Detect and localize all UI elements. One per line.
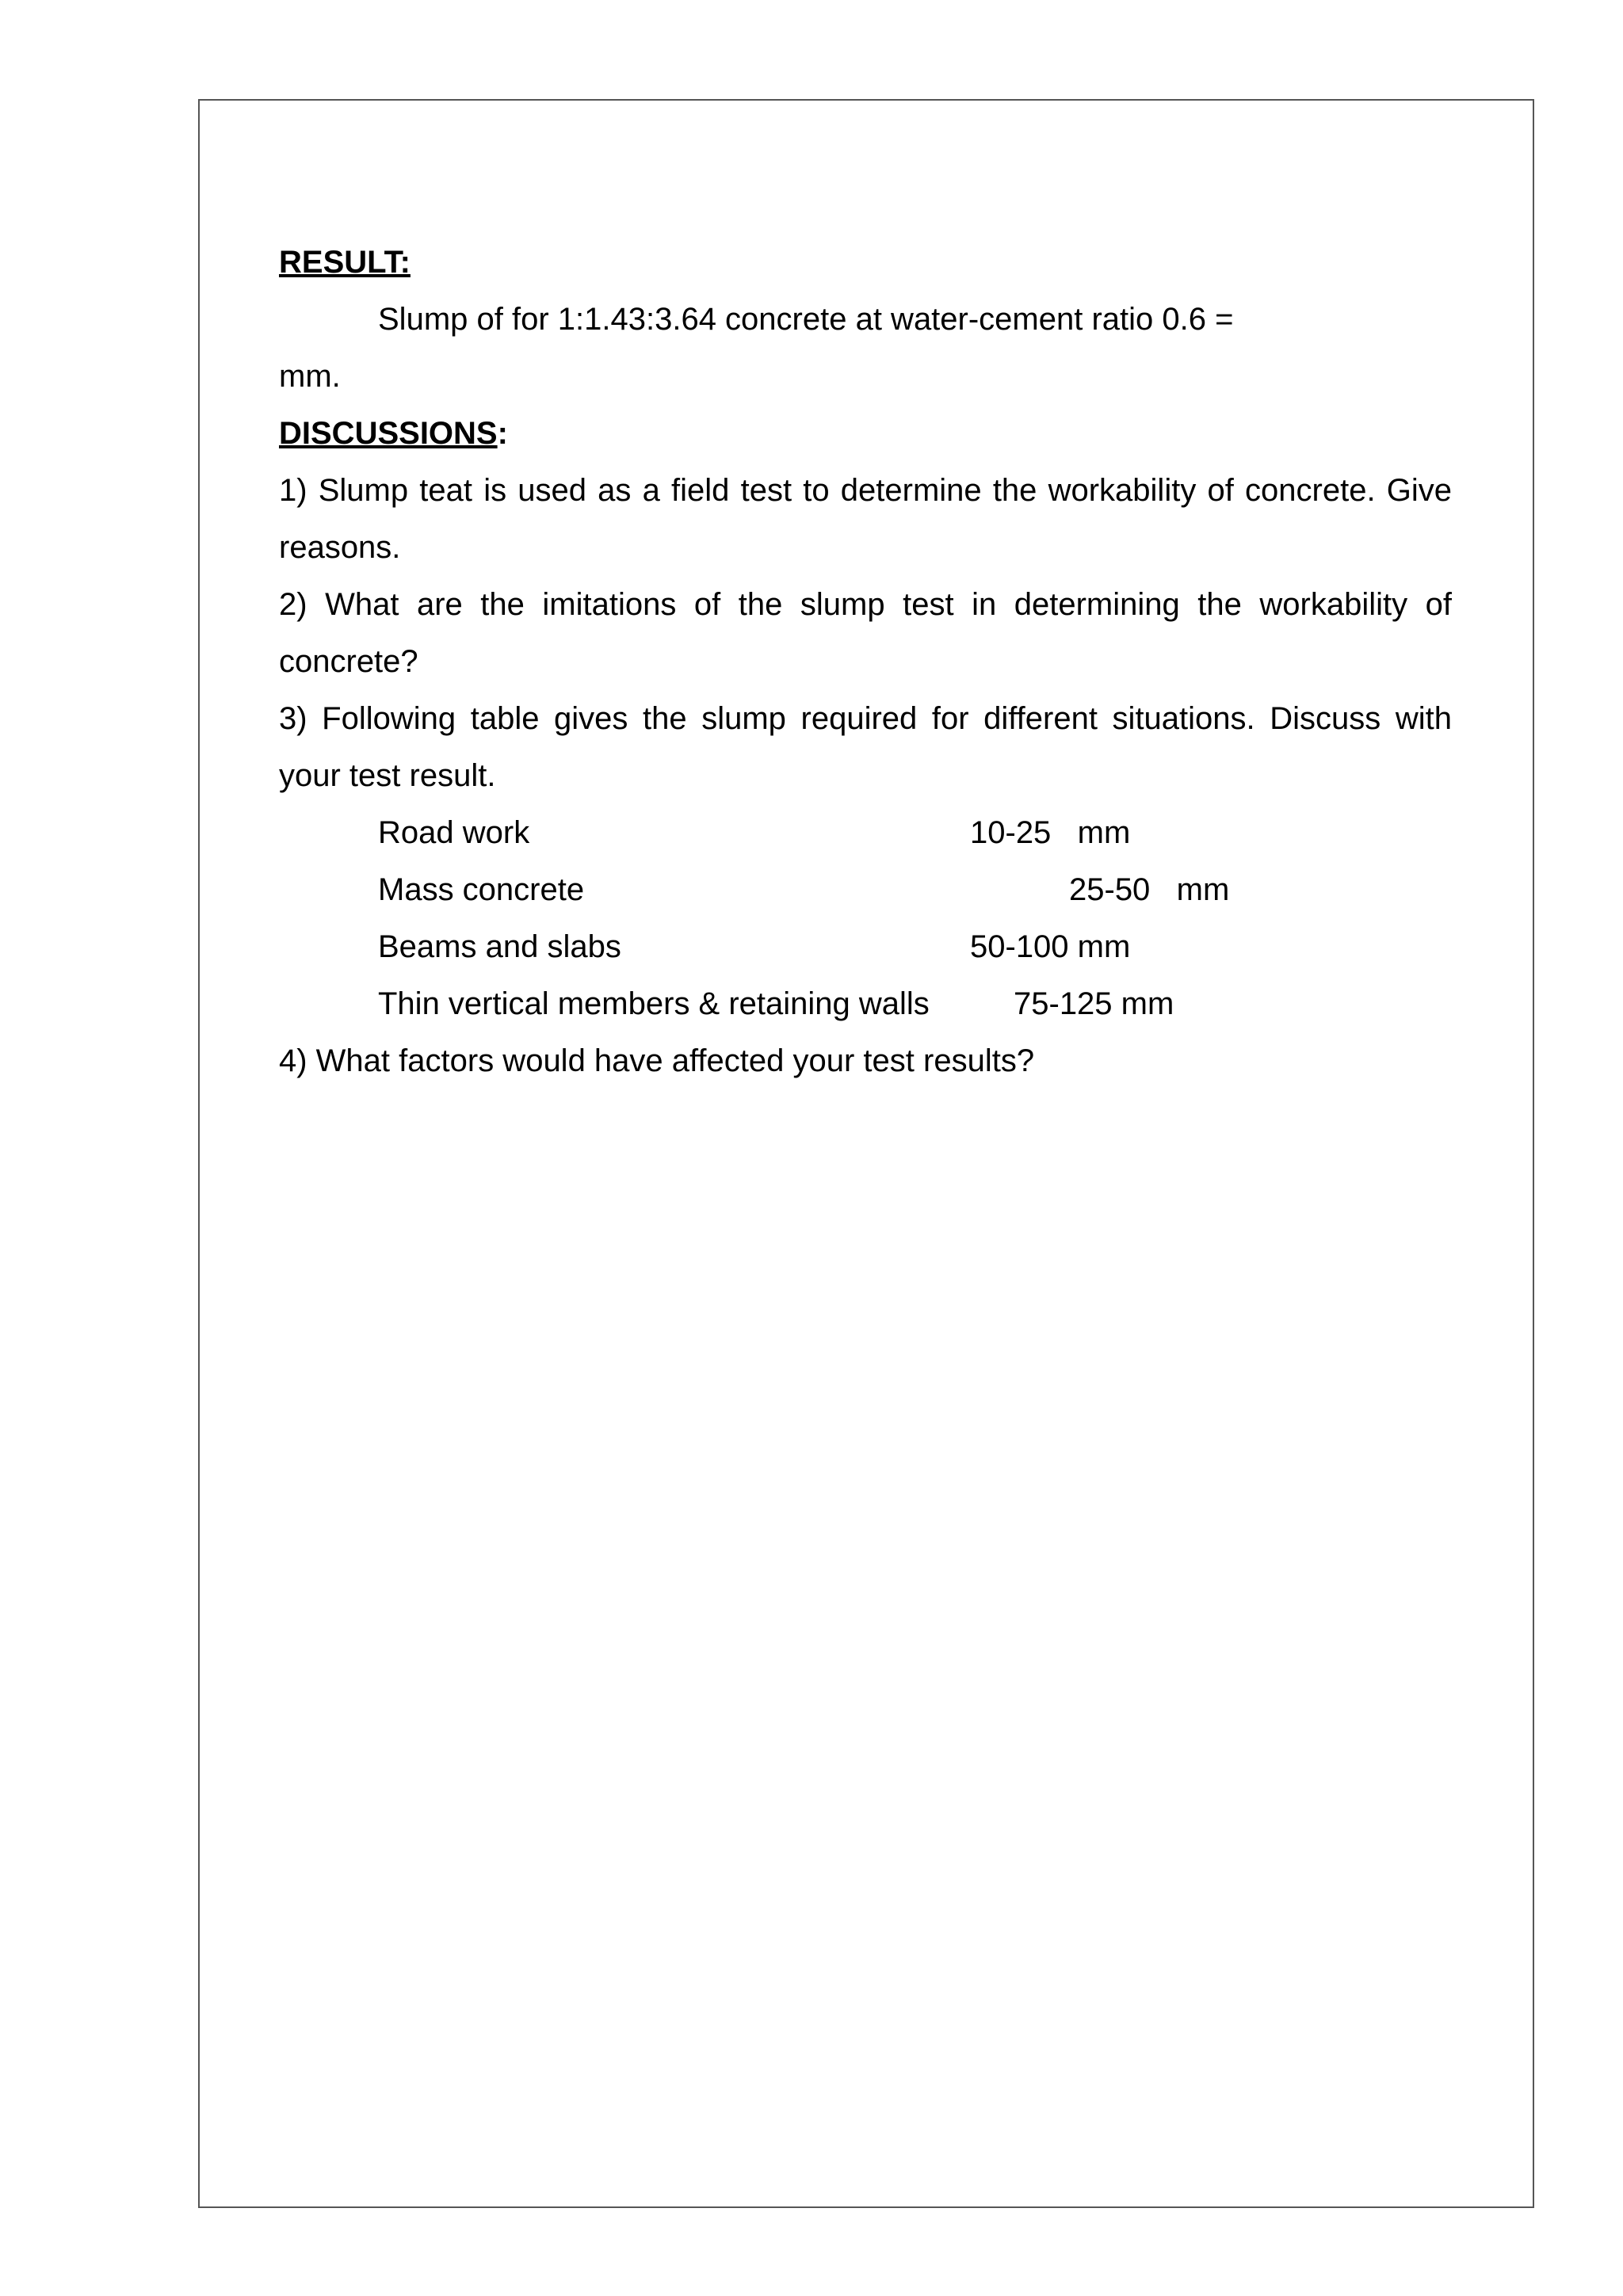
question-3: 3) Following table gives the slump required for different situations. Discuss with your test result. bbox=[279, 701, 1452, 793]
discussions-heading: DISCUSSIONS bbox=[279, 416, 498, 451]
result-statement: Slump of for 1:1.43:3.64 concrete at water-cement ratio 0.6 = bbox=[378, 302, 1234, 337]
result-heading: RESULT: bbox=[279, 245, 411, 280]
slump-table-row bbox=[279, 861, 1452, 918]
discussions-heading-line bbox=[279, 405, 1452, 462]
slump-situation: Mass concrete bbox=[378, 872, 585, 907]
slump-table-row bbox=[279, 918, 1452, 975]
slump-table-row bbox=[279, 975, 1452, 1032]
result-unit: mm. bbox=[279, 359, 341, 394]
document-body bbox=[279, 234, 1452, 1089]
slump-range: 25-50 mm bbox=[1069, 872, 1230, 907]
discussions-heading-colon: : bbox=[497, 416, 508, 451]
slump-table-row bbox=[279, 804, 1452, 861]
result-heading-line bbox=[279, 234, 1452, 291]
slump-range: 50-100 mm bbox=[970, 929, 1131, 964]
slump-situation: Beams and slabs bbox=[378, 929, 621, 964]
question-2: 2) What are the imitations of the slump test in determining the workability of concrete? bbox=[279, 587, 1452, 679]
question-4: 4) What factors would have affected your test results? bbox=[279, 1043, 1035, 1078]
question-1: 1) Slump teat is used as a field test to determine the workability of concrete. Give reasons. bbox=[279, 473, 1452, 565]
slump-range: 10-25 mm bbox=[970, 815, 1131, 850]
slump-situation: Road work bbox=[378, 815, 530, 850]
slump-situation: Thin vertical members & retaining walls bbox=[378, 986, 930, 1021]
slump-range: 75-125 mm bbox=[1014, 986, 1174, 1021]
